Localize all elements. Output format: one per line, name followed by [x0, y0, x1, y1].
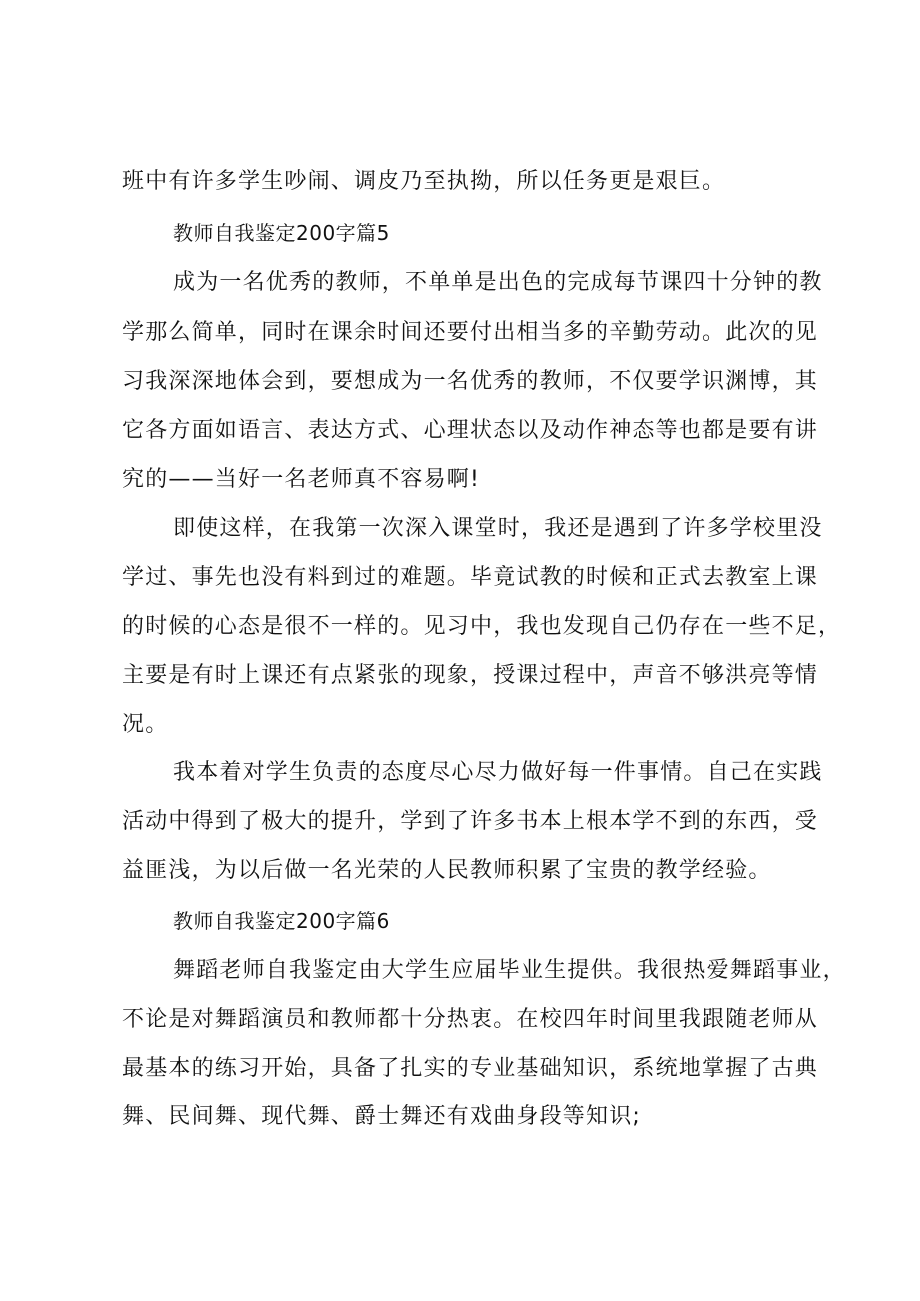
- body-text-line: 活动中得到了极大的提升，学到了许多书本上根本学不到的东西，受: [122, 809, 819, 834]
- body-text-line: 习我深深地体会到，要想成为一名优秀的教师，不仅要学识渊博，其: [122, 369, 819, 394]
- body-text-line: 学那么简单，同时在课余时间还要付出相当多的辛勤劳动。此次的见: [122, 320, 819, 345]
- body-text-line: 学过、事先也没有料到过的难题。毕竟试教的时候和正式去教室上课: [122, 565, 819, 590]
- body-text-line: 我本着对学生负责的态度尽心尽力做好每一件事情。自己在实践: [173, 760, 823, 785]
- body-text-line: 的时候的心态是很不一样的。见习中，我也发现自己仍存在一些不足，: [122, 614, 842, 639]
- body-text-line: 舞、民间舞、现代舞、爵士舞还有戏曲身段等知识;: [122, 1104, 642, 1129]
- body-text-line: 舞蹈老师自我鉴定由大学生应届毕业生提供。我很热爱舞蹈事业，: [173, 958, 846, 983]
- body-text-line: 主要是有时上课还有点紧张的现象，授课过程中，声音不够洪亮等情: [122, 663, 819, 688]
- body-text-line: 益匪浅，为以后做一名光荣的人民教师积累了宝贵的教学经验。: [122, 858, 772, 883]
- section-heading-6: 教师自我鉴定200字篇6: [173, 909, 390, 933]
- body-text-line: 究的——当好一名老师真不容易啊!: [122, 467, 481, 492]
- body-text-line: 班中有许多学生吵闹、调皮乃至执拗，所以任务更是艰巨。: [122, 169, 726, 194]
- body-text-line: 即使这样，在我第一次深入课堂时，我还是遇到了许多学校里没: [173, 516, 823, 541]
- body-text-line: 况。: [122, 712, 169, 737]
- body-text-line: 最基本的练习开始，具备了扎实的专业基础知识，系统地掌握了古典: [122, 1056, 819, 1081]
- section-heading-5: 教师自我鉴定200字篇5: [173, 221, 390, 245]
- body-text-line: 成为一名优秀的教师，不单单是出色的完成每节课四十分钟的教: [173, 270, 823, 295]
- body-text-line: 不论是对舞蹈演员和教师都十分热衷。在校四年时间里我跟随老师从: [122, 1007, 819, 1032]
- body-text-line: 它各方面如语言、表达方式、心理状态以及动作神态等也都是要有讲: [122, 418, 819, 443]
